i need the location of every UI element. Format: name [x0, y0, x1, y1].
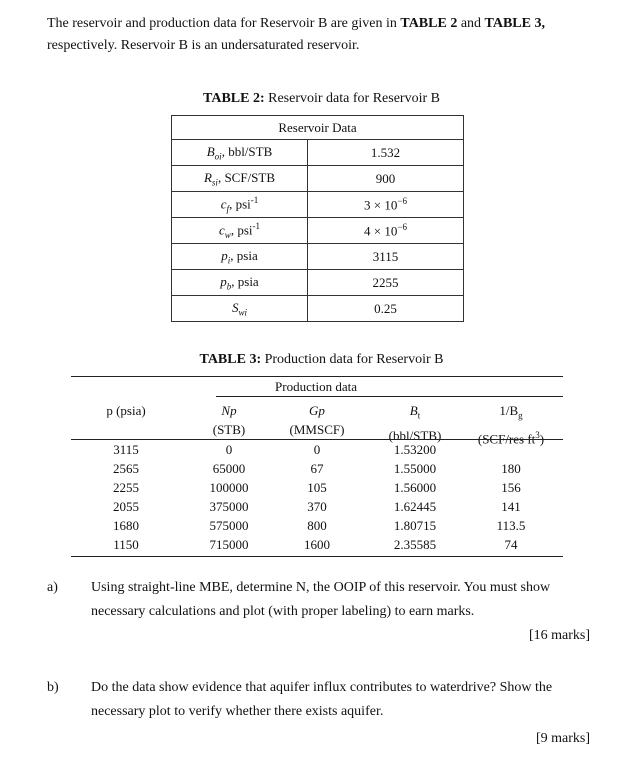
intro-text-1: The reservoir and production data for Reservoir B are given in — [47, 16, 401, 31]
intro-text-2: respectively. Reservoir B is an undersaturated reservoir. — [47, 38, 360, 53]
table2-caption-label: TABLE 2: — [203, 91, 265, 106]
table-row — [172, 192, 464, 218]
table-row — [172, 244, 464, 270]
table2-caption-text: Reservoir data for Reservoir B — [264, 91, 440, 106]
table3-caption-text: Production data for Reservoir B — [261, 352, 444, 367]
intro-and: and — [457, 16, 485, 31]
value-cell: 1.532 — [308, 140, 464, 166]
value-cell: 3115 — [308, 244, 464, 270]
col-header-gp: Gp (MMSCF) — [289, 403, 345, 437]
question-b-label: b) — [47, 680, 59, 695]
col-header-inverse-bg: $1/B_g$ (SCF/res $ft^3$) — [477, 403, 545, 446]
value-cell: $4 \times 10^{-6}$ — [308, 218, 464, 244]
question-a-label: a) — [47, 580, 58, 595]
question-a-text: Using straight-line MBE, determine N, the OOIP of this reservoir. You must show necessary calculations and plot (with proper labeling) to earn marks. — [91, 580, 551, 619]
table3-header-rule — [216, 396, 563, 397]
question-b-text: Do the data show evidence that aquifer influx contributes to waterdrive? Show the necessary plot to verify whether there exists aquifer. — [91, 680, 553, 719]
table-row — [172, 218, 464, 244]
table2-caption — [0, 91, 643, 107]
table-row — [172, 166, 464, 192]
table-row — [172, 296, 464, 322]
param-cell: $B_{oi}$, bbl/STB — [172, 140, 308, 166]
intro-paragraph — [47, 13, 607, 57]
reservoir-data-table — [171, 115, 464, 322]
question-b-marks: [9 marks] — [535, 731, 590, 746]
param-cell: $p_i$, psia — [172, 244, 308, 270]
value-cell: 0.25 — [308, 296, 464, 322]
col-header-np: Np (STB) — [212, 403, 246, 437]
param-cell: $R_{si}$, SCF/STB — [172, 166, 308, 192]
param-cell: $c_w$, psi$^{-1}$ — [172, 218, 308, 244]
table3-reference: TABLE 3, — [484, 16, 545, 31]
col-header-pressure: p (psia) — [106, 403, 146, 418]
col-header-bt: $B_t$ (bbl/STB) — [388, 403, 442, 443]
table2-reference: TABLE 2 — [400, 16, 458, 31]
table2-header-row — [172, 116, 464, 140]
table3-bottom-rule — [71, 556, 563, 557]
table-row — [172, 140, 464, 166]
table-row — [172, 270, 464, 296]
value-cell: 2255 — [308, 270, 464, 296]
param-cell: $p_b$, psia — [172, 270, 308, 296]
table2-header: Reservoir Data — [172, 116, 464, 140]
table3-caption — [0, 352, 643, 368]
value-cell: 900 — [308, 166, 464, 192]
question-a-marks: [16 marks] — [528, 628, 590, 643]
param-cell: $S_{wi}$ — [172, 296, 308, 322]
value-cell: $3 \times 10^{-6}$ — [308, 192, 464, 218]
param-cell: $c_f$, psi$^{-1}$ — [172, 192, 308, 218]
table3-header: Production data — [275, 379, 357, 394]
table3-caption-label: TABLE 3: — [199, 352, 262, 367]
